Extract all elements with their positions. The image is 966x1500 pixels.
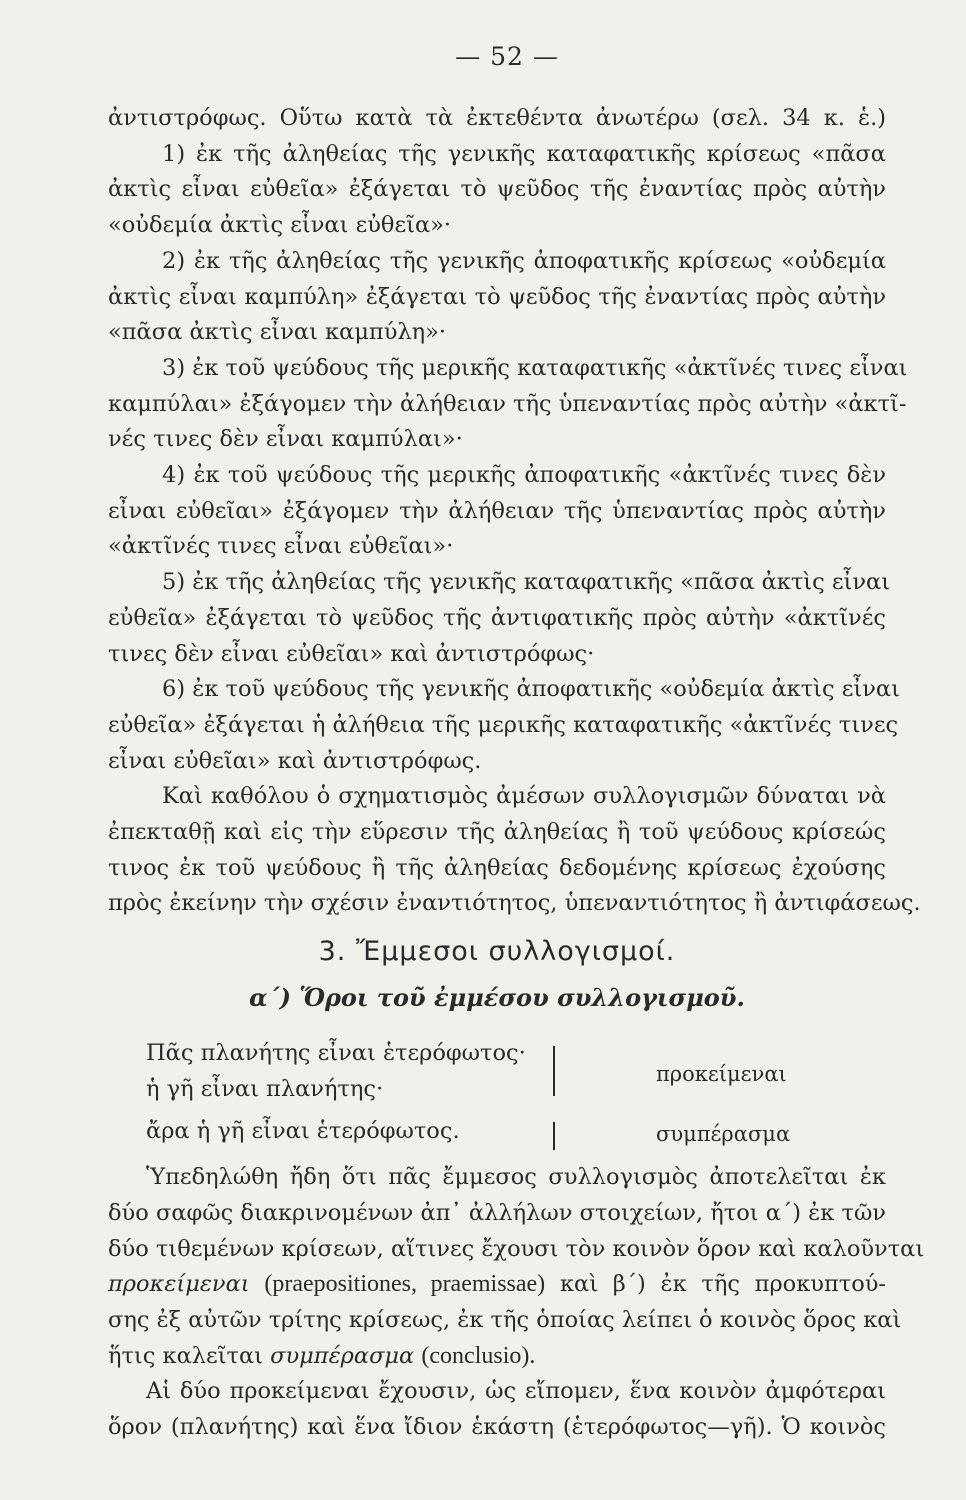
text-line: «οὐδεμία ἀκτὶς εἶναι εὐθεῖα»· <box>108 212 452 239</box>
latin-gloss: (conclusio). <box>421 1342 536 1369</box>
text-run: καὶ β΄) ἐκ τῆς προκυπτού- <box>559 1271 887 1298</box>
text-line: εἶναι εὐθεῖαι» ἐξάγομεν τὴν ἀλήθειαν τῆς ὑπεναντίας πρὸς αὐτὴν <box>108 497 886 524</box>
text-line: Ὑπεδηλώθη ἤδη ὅτι πᾶς ἔμμεσος συλλογισμὸς ἀποτελεῖται ἐκ <box>146 1164 886 1191</box>
syllogism-example <box>108 1038 886 1156</box>
premises-label: προκείμεναι <box>656 1062 787 1087</box>
section-heading: 3. Ἔμμεσοι συλλογισμοί. <box>318 936 676 968</box>
text-line: 2) ἐκ τῆς ἀληθείας τῆς γενικῆς ἀποφατικῆς κρίσεως «οὐδεμία <box>162 247 886 274</box>
text-line: νές τινες δὲν εἶναι καμπύλαι»· <box>108 426 463 453</box>
text-line: 3) ἐκ τοῦ ψεύδους τῆς μερικῆς καταφατικῆς «ἀκτῖνές τινες εἶναι <box>162 354 908 381</box>
text-line: τινες δὲν εἶναι εὐθεῖαι» καὶ ἀντιστρόφως· <box>108 640 595 667</box>
conclusion-label: συμπέρασμα <box>656 1122 791 1147</box>
premise-minor: ἡ γῆ εἶναι πλανήτης· <box>146 1076 384 1103</box>
latin-gloss: (praepositiones, praemissae) <box>264 1271 546 1298</box>
text-line: ἀντιστρόφως. Οὕτω κατὰ τὰ ἐκτεθέντα ἀνωτέρω (σελ. 34 κ. ἑ.) <box>108 105 886 131</box>
subsection-heading: α΄) Ὅροι τοῦ ἐμμέσου συλλογισμοῦ. <box>249 983 745 1013</box>
text-line: ὅρον (πλανήτης) καὶ ἕνα ἴδιον ἑκάστη (ἑτερόφωτος—γῆ). Ὁ κοινὸς <box>108 1414 886 1441</box>
premises-brace <box>553 1046 555 1096</box>
text-line: ἀκτὶς εἶναι καμπύλη» ἐξάγεται τὸ ψεῦδος τῆς ἐναντίας πρὸς αὐτὴν <box>108 283 886 310</box>
text-line: δύο σαφῶς διακρινομένων ἀπ᾿ ἀλλήλων στοιχείων, ἤτοι α΄) ἐκ τῶν <box>108 1199 886 1226</box>
term-premises: προκείμεναι <box>108 1271 250 1298</box>
paragraph-terms <box>108 1160 925 1446</box>
conclusion-brace <box>553 1122 555 1150</box>
text-line: Αἱ δύο προκείμεναι ἔχουσιν, ὡς εἴπομεν, ἕνα κοινὸν ἀμφότεραι <box>146 1378 886 1405</box>
premise-major: Πᾶς πλανήτης εἶναι ἑτερόφωτος· <box>146 1040 526 1067</box>
text-line: δύο τιθεμένων κρίσεων, αἵτινες ἔχουσι τὸν κοινὸν ὅρον καὶ καλοῦνται <box>108 1235 925 1262</box>
text-line: εὐθεῖα» ἐξάγεται τὸ ψεῦδος τῆς ἀντιφατικῆς πρὸς αὐτὴν «ἀκτῖνές <box>108 604 886 631</box>
text-line <box>108 1267 886 1303</box>
text-line <box>108 1339 886 1375</box>
text-line: 6) ἐκ τοῦ ψεύδους τῆς γενικῆς ἀποφατικῆς «οὐδεμία ἀκτὶς εἶναι <box>162 676 900 703</box>
paragraph-immediate-inferences <box>108 101 921 922</box>
text-line: 4) ἐκ τοῦ ψεύδους τῆς μερικῆς ἀποφατικῆς «ἀκτῖνές τινες δὲν <box>162 462 886 489</box>
text-line: σης ἐξ αὐτῶν τρίτης κρίσεως, ἐκ τῆς ὁποίας λείπει ὁ κοινὸς ὅρος καὶ <box>108 1306 902 1333</box>
page-number: — 52 — <box>455 42 559 71</box>
text-line: εὐθεῖα» ἐξάγεται ἡ ἀλήθεια τῆς μερικῆς καταφατικῆς «ἀκτῖνές τινες <box>108 711 899 738</box>
text-line: 5) ἐκ τῆς ἀληθείας τῆς γενικῆς καταφατικῆς «πᾶσα ἀκτὶς εἶναι <box>162 569 891 596</box>
text-line: «πᾶσα ἀκτὶς εἶναι καμπύλη»· <box>108 319 447 346</box>
text-line: πρὸς ἐκείνην τὴν σχέσιν ἐναντιότητος, ὑπεναντιότητος ἢ ἀντιφάσεως. <box>108 890 921 917</box>
text-line: «ἀκτῖνές τινες εἶναι εὐθεῖαι»· <box>108 533 454 560</box>
text-line: Καὶ καθόλου ὁ σχηματισμὸς ἀμέσων συλλογισμῶν δύναται νὰ <box>162 783 886 810</box>
text-line: ἐπεκταθῇ καὶ εἰς τὴν εὕρεσιν τῆς ἀληθείας ἢ τοῦ ψεύδους κρίσεώς <box>108 819 886 846</box>
text-line: 1) ἐκ τῆς ἀληθείας τῆς γενικῆς καταφατικῆς κρίσεως «πᾶσα <box>162 140 886 167</box>
conclusion-line: ἄρα ἡ γῆ εἶναι ἑτερόφωτος. <box>146 1118 460 1145</box>
term-conclusion: συμπέρασμα <box>270 1342 415 1369</box>
text-line: τινος ἐκ τοῦ ψεύδους ἢ τῆς ἀληθείας δεδομένης κρίσεως ἐχούσης <box>108 854 886 881</box>
text-line: ἀκτὶς εἶναι εὐθεῖα» ἐξάγεται τὸ ψεῦδος τῆς ἐναντίας πρὸς αὐτὴν <box>108 176 886 203</box>
text-run: ἥτις καλεῖται <box>108 1342 263 1369</box>
text-line: καμπύλαι» ἐξάγομεν τὴν ἀλήθειαν τῆς ὑπεναντίας πρὸς αὐτὴν «ἀκτῖ- <box>108 390 907 417</box>
text-line: εἶναι εὐθεῖαι» καὶ ἀντιστρόφως. <box>108 747 482 774</box>
